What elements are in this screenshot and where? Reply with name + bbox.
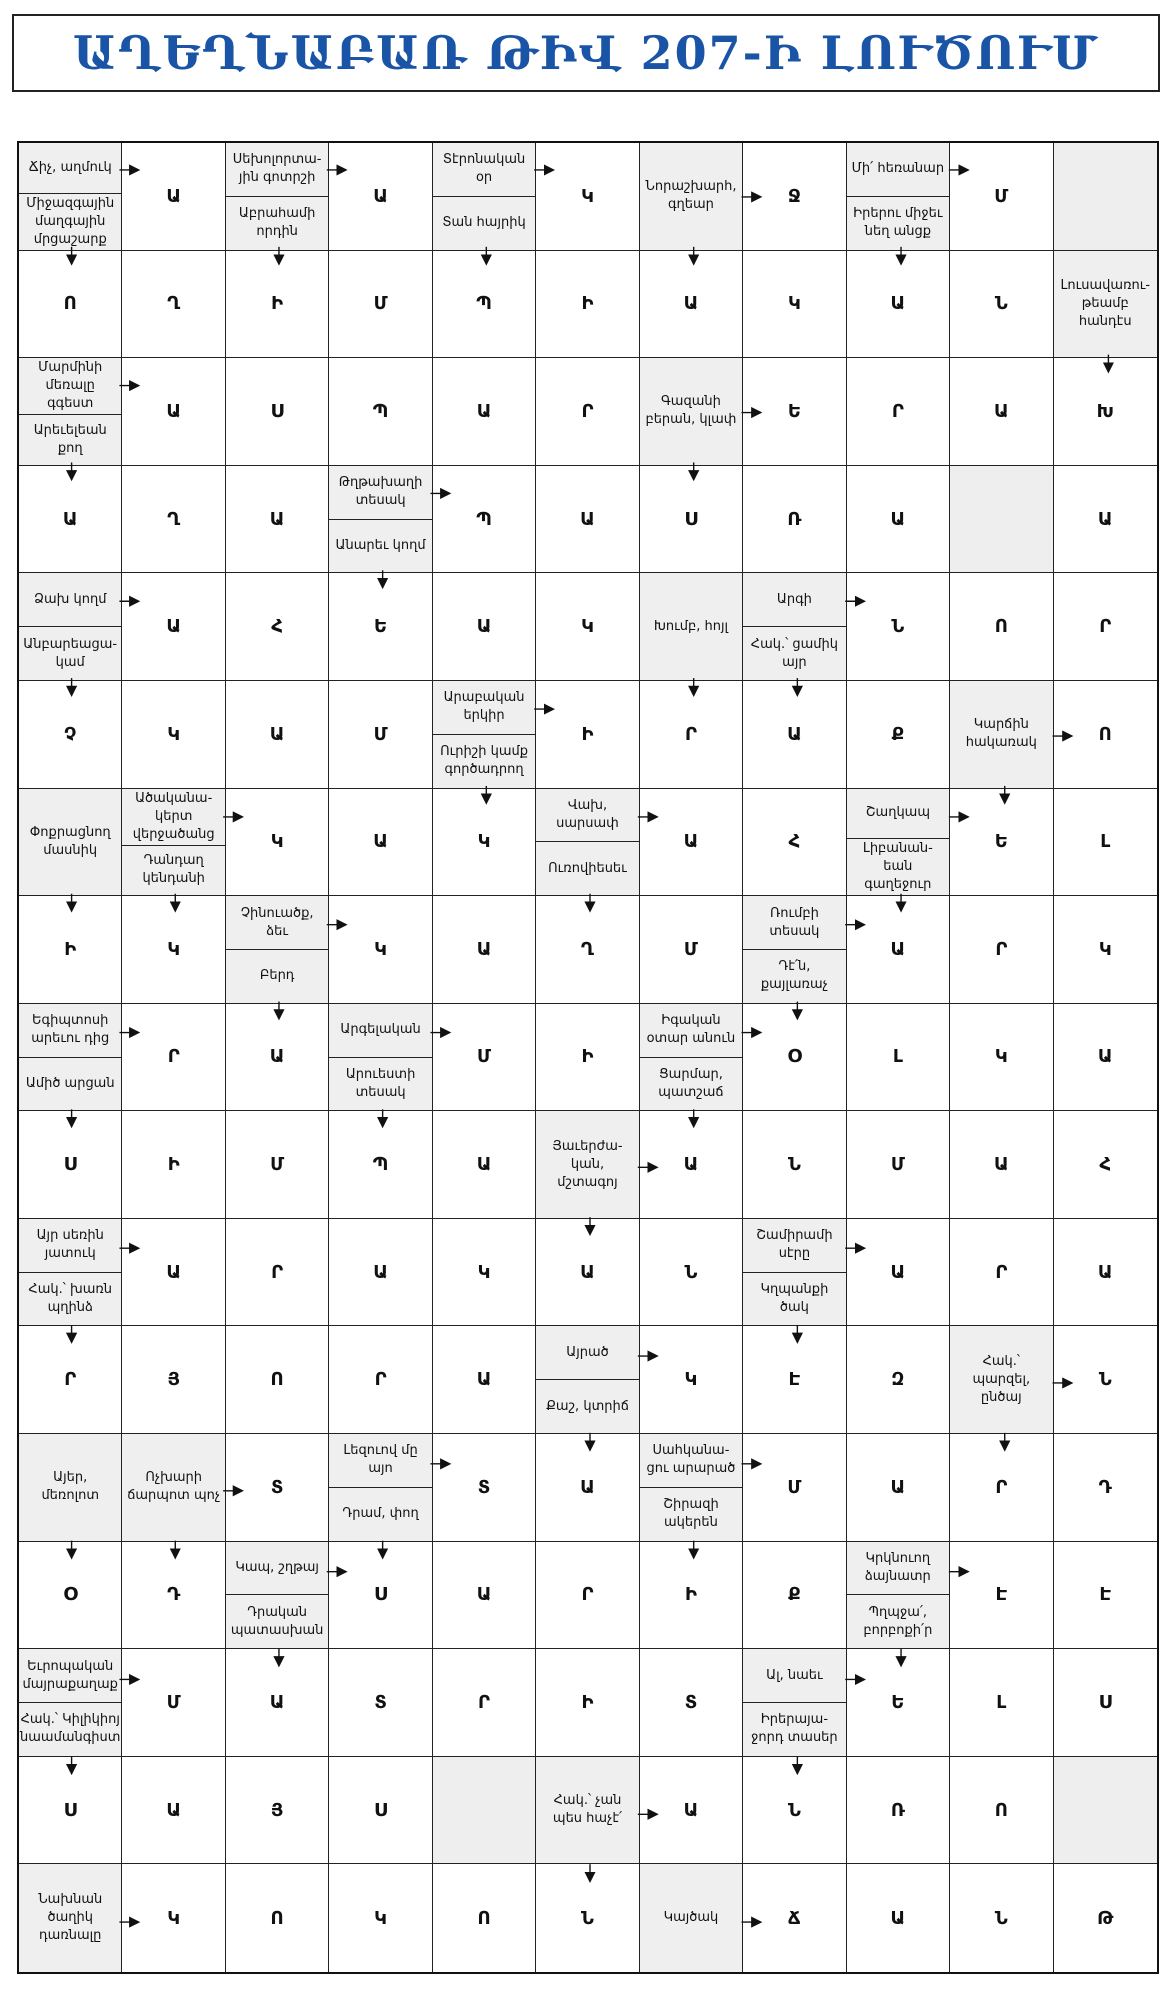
answer-cell: Ա — [19, 466, 122, 574]
clue-cell — [19, 143, 122, 251]
answer-cell: Կ — [122, 1864, 225, 1972]
answer-cell: Ր — [19, 1326, 122, 1434]
answer-cell: Ա — [640, 789, 743, 897]
answer-cell: Ղ — [122, 251, 225, 359]
answer-cell: Ա — [433, 573, 536, 681]
clue-cell — [19, 1649, 122, 1757]
clue-cell — [847, 1542, 950, 1650]
answer-cell: Ս — [19, 1757, 122, 1865]
answer-cell: Կ — [1054, 896, 1157, 1004]
clue-text: Ալ, նաեւ — [743, 1649, 845, 1703]
answer-cell: Պ — [329, 358, 432, 466]
answer-cell: Օ — [743, 1004, 846, 1112]
answer-cell: Տ — [433, 1434, 536, 1542]
clue-text: Իրերայա-ջորդ տասեր — [751, 1712, 838, 1746]
answer-cell: Ա — [329, 143, 432, 251]
answer-cell: Կ — [640, 1326, 743, 1434]
answer-cell: Ա — [226, 466, 329, 574]
clue-text: Մարմինի մեռալը գգեստ — [19, 358, 121, 415]
clue-text: Հակ.՝ չան պես հաչէ՛ — [552, 1793, 623, 1827]
answer-cell: Է — [950, 1542, 1053, 1650]
clue-cell — [19, 358, 122, 466]
answer-cell: Ն — [847, 573, 950, 681]
clue-text: Անբարեացա-կամ — [23, 636, 118, 670]
clue-text: Այր սեռին յատուկ — [19, 1219, 121, 1273]
answer-cell: Ի — [640, 1542, 743, 1650]
answer-cell: Ր — [226, 1219, 329, 1327]
answer-cell: Ա — [122, 358, 225, 466]
answer-cell: Ն — [536, 1864, 639, 1972]
clue-cell — [743, 1219, 846, 1327]
clue-text: Ճիչ, աղմուկ — [19, 143, 121, 194]
answer-cell: Ղ — [122, 466, 225, 574]
answer-cell: Տ — [640, 1649, 743, 1757]
clue-cell — [847, 143, 950, 251]
answer-cell: Խ — [1054, 358, 1157, 466]
clue-cell — [743, 573, 846, 681]
clue-cell — [536, 1757, 639, 1865]
answer-cell: Ա — [640, 1111, 743, 1219]
answer-cell: Կ — [950, 1004, 1053, 1112]
clue-text: Յաւերժա-կան, մշտագոյ — [552, 1138, 623, 1190]
answer-cell: Ե — [950, 789, 1053, 897]
clue-text: Միջազգային մաղգային մրցաշարք — [26, 195, 115, 247]
answer-cell: Մ — [329, 251, 432, 359]
answer-cell: Ա — [226, 681, 329, 789]
answer-cell: Կ — [433, 1219, 536, 1327]
answer-cell: Ա — [950, 1111, 1053, 1219]
answer-cell: Ն — [1054, 1326, 1157, 1434]
clue-cell — [847, 789, 950, 897]
clue-text: Ռումբի տեսակ — [743, 896, 845, 950]
clue-text: Իգական օտար անուն — [640, 1004, 742, 1058]
clue-cell — [122, 1434, 225, 1542]
answer-cell: Ա — [847, 251, 950, 359]
blank-cell — [1054, 143, 1157, 251]
answer-cell: Ո — [433, 1864, 536, 1972]
clue-text: Արաբական երկիր — [433, 681, 535, 735]
answer-cell: Հ — [743, 789, 846, 897]
clue-text: Խումբ, հոյլ — [653, 618, 729, 634]
clue-cell — [226, 896, 329, 1004]
answer-cell: Մ — [329, 681, 432, 789]
answer-cell: Ա — [433, 1542, 536, 1650]
clue-text: Հակ.՝ ցամիկ այր — [750, 636, 838, 670]
clue-cell — [19, 573, 122, 681]
clue-text: Ածականա-կերտ վերջածանց — [122, 789, 224, 846]
answer-cell: Մ — [226, 1111, 329, 1219]
answer-cell: Ի — [536, 1649, 639, 1757]
answer-cell: Կ — [536, 143, 639, 251]
clue-cell — [226, 143, 329, 251]
clue-text: Աբրահամի որդին — [238, 206, 316, 240]
answer-cell: Ի — [536, 251, 639, 359]
answer-cell: Ա — [122, 143, 225, 251]
clue-cell — [743, 1649, 846, 1757]
answer-cell: Չ — [19, 681, 122, 789]
answer-cell: Ի — [226, 251, 329, 359]
clue-text: Այեր, մեռոլոտ — [41, 1470, 100, 1504]
answer-cell: Ռ — [743, 466, 846, 574]
clue-text: Չինուածք, ձեւ — [226, 896, 328, 950]
clue-text: Լիբանան-եան գաղեջուր — [862, 841, 933, 893]
answer-cell: Ե — [329, 573, 432, 681]
answer-cell: Մ — [122, 1649, 225, 1757]
answer-cell: Ս — [226, 358, 329, 466]
clue-text: Հակ.՝ Կիլիկիոյ նաամանգիստ — [20, 1712, 121, 1746]
clue-text: Արգելական — [329, 1004, 431, 1058]
answer-cell: Զ — [847, 1326, 950, 1434]
clue-cell — [329, 1004, 432, 1112]
answer-cell: Ր — [1054, 573, 1157, 681]
clue-text: Դրամ, փող — [342, 1506, 419, 1522]
clue-text: Անարեւ կողմ — [335, 537, 426, 553]
clue-text: Նախնան ծաղիկ դառնալը — [38, 1892, 103, 1944]
clue-cell — [640, 143, 743, 251]
clue-text: Արեւելեան քող — [33, 422, 107, 456]
answer-cell: Տ — [329, 1649, 432, 1757]
answer-cell: Ն — [640, 1219, 743, 1327]
clue-text: Տէրոնական օր — [433, 143, 535, 197]
answer-cell: Ո — [950, 573, 1053, 681]
answer-cell: Ա — [847, 1434, 950, 1542]
answer-cell: Է — [743, 1326, 846, 1434]
clue-cell — [950, 681, 1053, 789]
clue-text: Կրկնուող ձայնատր — [847, 1542, 949, 1596]
answer-cell: Ա — [433, 358, 536, 466]
answer-cell: Ղ — [536, 896, 639, 1004]
answer-cell: Ա — [122, 573, 225, 681]
title-banner — [12, 14, 1160, 92]
clue-text: Այրած — [536, 1326, 638, 1380]
answer-cell: Ա — [1054, 466, 1157, 574]
clue-text: Ամիծ արցան — [25, 1075, 115, 1091]
clue-cell — [19, 789, 122, 897]
answer-cell: Ս — [329, 1542, 432, 1650]
answer-cell: Լ — [1054, 789, 1157, 897]
clue-text: Ոչխարի ճարպոտ պոչ — [127, 1470, 221, 1504]
clue-text: Իրերու միջեւ նեղ անցք — [853, 206, 943, 240]
clue-text: Եգիպտոսի արեւու դից — [19, 1004, 121, 1058]
clue-cell — [226, 1542, 329, 1650]
answer-cell: Կ — [536, 573, 639, 681]
answer-cell: Կ — [433, 789, 536, 897]
clue-cell — [19, 1864, 122, 1972]
clue-text: Շաղկապ — [847, 789, 949, 840]
clue-text: Դէ՛ն, քայլառաչ — [760, 959, 828, 993]
clue-text: Նորաշխարհ, գղեար — [645, 179, 737, 213]
clue-text: Արուեստի տեսակ — [345, 1066, 416, 1100]
clue-text: Թղթախաղի տեսակ — [329, 466, 431, 520]
answer-cell: Պ — [433, 251, 536, 359]
answer-cell: Ք — [847, 681, 950, 789]
clue-text: Կայծակ — [663, 1910, 719, 1926]
answer-cell: Ա — [122, 1757, 225, 1865]
answer-cell: Թ — [1097, 1907, 1114, 1929]
clue-text: Դանդաղ կենդանի — [142, 853, 205, 887]
clue-cell — [640, 1864, 743, 1972]
clue-cell — [329, 466, 432, 574]
answer-cell: Կ — [329, 1864, 432, 1972]
answer-cell: Ա — [433, 1111, 536, 1219]
answer-cell: Ո — [1054, 681, 1157, 789]
blank-cell — [433, 1757, 536, 1865]
clue-text: Ուրիշի կամք գործադրող — [440, 744, 528, 778]
answer-cell: Ր — [536, 1542, 639, 1650]
clue-text: Պղպջա՛, բորբոքի՛ր — [863, 1604, 933, 1638]
clue-text: Լեզուով մը այո — [329, 1434, 431, 1488]
blank-cell — [1054, 1757, 1157, 1865]
clue-cell — [536, 789, 639, 897]
clue-cell — [743, 896, 846, 1004]
answer-cell: Ո — [226, 1326, 329, 1434]
blank-cell — [950, 466, 1053, 574]
answer-cell: Ա — [226, 1649, 329, 1757]
clue-text: Սահկանա-ցու արարած — [640, 1434, 742, 1488]
answer-cell: Լ — [950, 1649, 1053, 1757]
answer-cell: Դ — [122, 1542, 225, 1650]
answer-cell: Ո — [19, 251, 122, 359]
answer-cell: Ր — [536, 358, 639, 466]
answer-cell: Ա — [640, 251, 743, 359]
answer-cell: Յ — [122, 1326, 225, 1434]
clue-cell — [950, 1326, 1053, 1434]
answer-cell: Ք — [743, 1542, 846, 1650]
answer-cell: Ա — [536, 1434, 639, 1542]
answer-cell: Ա — [226, 1004, 329, 1112]
answer-cell: Ա — [1054, 1004, 1157, 1112]
clue-text: Բերդ — [259, 968, 295, 984]
answer-cell: Օ — [19, 1542, 122, 1650]
clue-text: Ցարմար, պատշաճ — [658, 1066, 724, 1100]
clue-cell — [19, 1219, 122, 1327]
clue-text: Շամիրամի սէրը — [743, 1219, 845, 1273]
clue-text: Ձախ կողմ — [19, 573, 121, 627]
answer-cell: Կ — [743, 251, 846, 359]
clue-cell — [536, 1111, 639, 1219]
clue-cell — [122, 789, 225, 897]
clue-text: Լուսավառու-թեամբ հանդէս — [1060, 277, 1151, 329]
answer-cell: Կ — [122, 896, 225, 1004]
clue-text: Մի՛ հեռանար — [847, 143, 949, 197]
answer-cell: Լ — [847, 1004, 950, 1112]
clue-text: Շիրազի ակերեն — [663, 1497, 719, 1531]
clue-text: Ուռովիեսեւ — [548, 860, 627, 876]
answer-cell: Ա — [847, 466, 950, 574]
answer-cell: Հ — [1054, 1111, 1157, 1219]
clue-cell — [19, 1004, 122, 1112]
answer-cell: Դ — [1054, 1434, 1157, 1542]
answer-cell: Ա — [433, 896, 536, 1004]
answer-cell: Կ — [122, 681, 225, 789]
answer-cell: Ր — [329, 1326, 432, 1434]
answer-cell: Ա — [122, 1219, 225, 1327]
answer-cell: Ր — [950, 1219, 1053, 1327]
answer-cell: Ր — [122, 1004, 225, 1112]
answer-cell: Ռ — [847, 1757, 950, 1865]
clue-cell — [433, 681, 536, 789]
clue-text: Քաշ, կտրիճ — [546, 1398, 629, 1414]
answer-cell: Ս — [19, 1111, 122, 1219]
answer-cell: Ե — [847, 1649, 950, 1757]
answer-cell: Ի — [19, 896, 122, 1004]
clue-cell — [329, 1434, 432, 1542]
answer-cell: Ն — [950, 251, 1053, 359]
answer-cell: Ո — [950, 1757, 1053, 1865]
answer-cell: Ջ — [743, 143, 846, 251]
answer-cell: Կ — [329, 896, 432, 1004]
answer-cell: Ա — [950, 358, 1053, 466]
answer-cell: Ի — [536, 681, 639, 789]
answer-cell: Ա — [847, 1864, 950, 1972]
clue-cell — [1054, 251, 1157, 359]
answer-cell: Ա — [536, 1219, 639, 1327]
clue-text: Սեխոլորտա-յին գոտրշի — [226, 143, 328, 197]
answer-cell: Ր — [433, 1649, 536, 1757]
clue-text: Կապ, շղթայ — [226, 1542, 328, 1596]
answer-cell: Տ — [226, 1434, 329, 1542]
clue-cell — [640, 358, 743, 466]
answer-cell: Հ — [226, 573, 329, 681]
clue-text: Հակ.՝ պարզել, ընծայ — [972, 1353, 1031, 1405]
answer-cell: Մ — [640, 896, 743, 1004]
answer-cell: Ս — [1054, 1649, 1157, 1757]
clue-text: Արգի — [743, 573, 845, 627]
answer-cell: Մ — [743, 1434, 846, 1542]
answer-cell: Ե — [743, 358, 846, 466]
clue-cell — [640, 1004, 743, 1112]
answer-cell: Ր — [640, 681, 743, 789]
page-title: ԱՂԵՂՆԱԲԱՌ ԹԻՎ 207-Ի ԼՈՒԾՈՒՄ — [72, 26, 1100, 80]
clue-text: Տան հայրիկ — [442, 215, 526, 231]
answer-cell: Ա — [329, 1219, 432, 1327]
clue-text: Եւրոպական մայրաքաղաք — [19, 1649, 121, 1703]
answer-cell: Ա — [640, 1757, 743, 1865]
answer-cell: Ր — [950, 896, 1053, 1004]
answer-cell: Ն — [950, 1864, 1053, 1972]
answer-cell: Մ — [847, 1111, 950, 1219]
answer-cell: Ր — [950, 1434, 1053, 1542]
answer-cell: Մ — [950, 143, 1053, 251]
clue-text: Կղպանքի ծակ — [760, 1282, 829, 1316]
answer-cell: Ի — [122, 1111, 225, 1219]
answer-cell: Ն — [743, 1111, 846, 1219]
clue-text: Վախ, սարսափ — [536, 789, 638, 843]
answer-cell: Ա — [1054, 1219, 1157, 1327]
answer-cell: Մ — [433, 1004, 536, 1112]
clue-text: Փոքրացնող մասնիկ — [29, 824, 111, 858]
answer-cell: Ա — [847, 896, 950, 1004]
crossword-grid — [17, 141, 1159, 1974]
clue-cell — [536, 1326, 639, 1434]
clue-cell — [19, 1434, 122, 1542]
clue-text: Կարճին հակառակ — [965, 717, 1037, 751]
answer-cell: Ա — [329, 789, 432, 897]
answer-cell: Ս — [640, 466, 743, 574]
answer-cell: Ր — [847, 358, 950, 466]
answer-cell: Է — [1054, 1542, 1157, 1650]
answer-cell: Ճ — [743, 1864, 846, 1972]
answer-cell: Ի — [536, 1004, 639, 1112]
answer-cell: Ա — [847, 1219, 950, 1327]
answer-cell: Ա — [433, 1326, 536, 1434]
answer-cell: Ն — [743, 1757, 846, 1865]
answer-cell: Կ — [226, 789, 329, 897]
answer-cell: Ա — [536, 466, 639, 574]
clue-cell — [640, 1434, 743, 1542]
answer-cell: Յ — [226, 1757, 329, 1865]
clue-text: Դրական պատասխան — [230, 1604, 324, 1638]
clue-cell — [640, 573, 743, 681]
answer-cell: Պ — [329, 1111, 432, 1219]
clue-text: Գազանի բերան, կլափ — [645, 394, 737, 428]
clue-text: Հակ.՝ խառն պղինձ — [28, 1282, 113, 1316]
answer-cell: Պ — [433, 466, 536, 574]
answer-cell: Ս — [329, 1757, 432, 1865]
answer-cell: Ա — [743, 681, 846, 789]
clue-cell — [433, 143, 536, 251]
answer-cell: Ո — [226, 1864, 329, 1972]
